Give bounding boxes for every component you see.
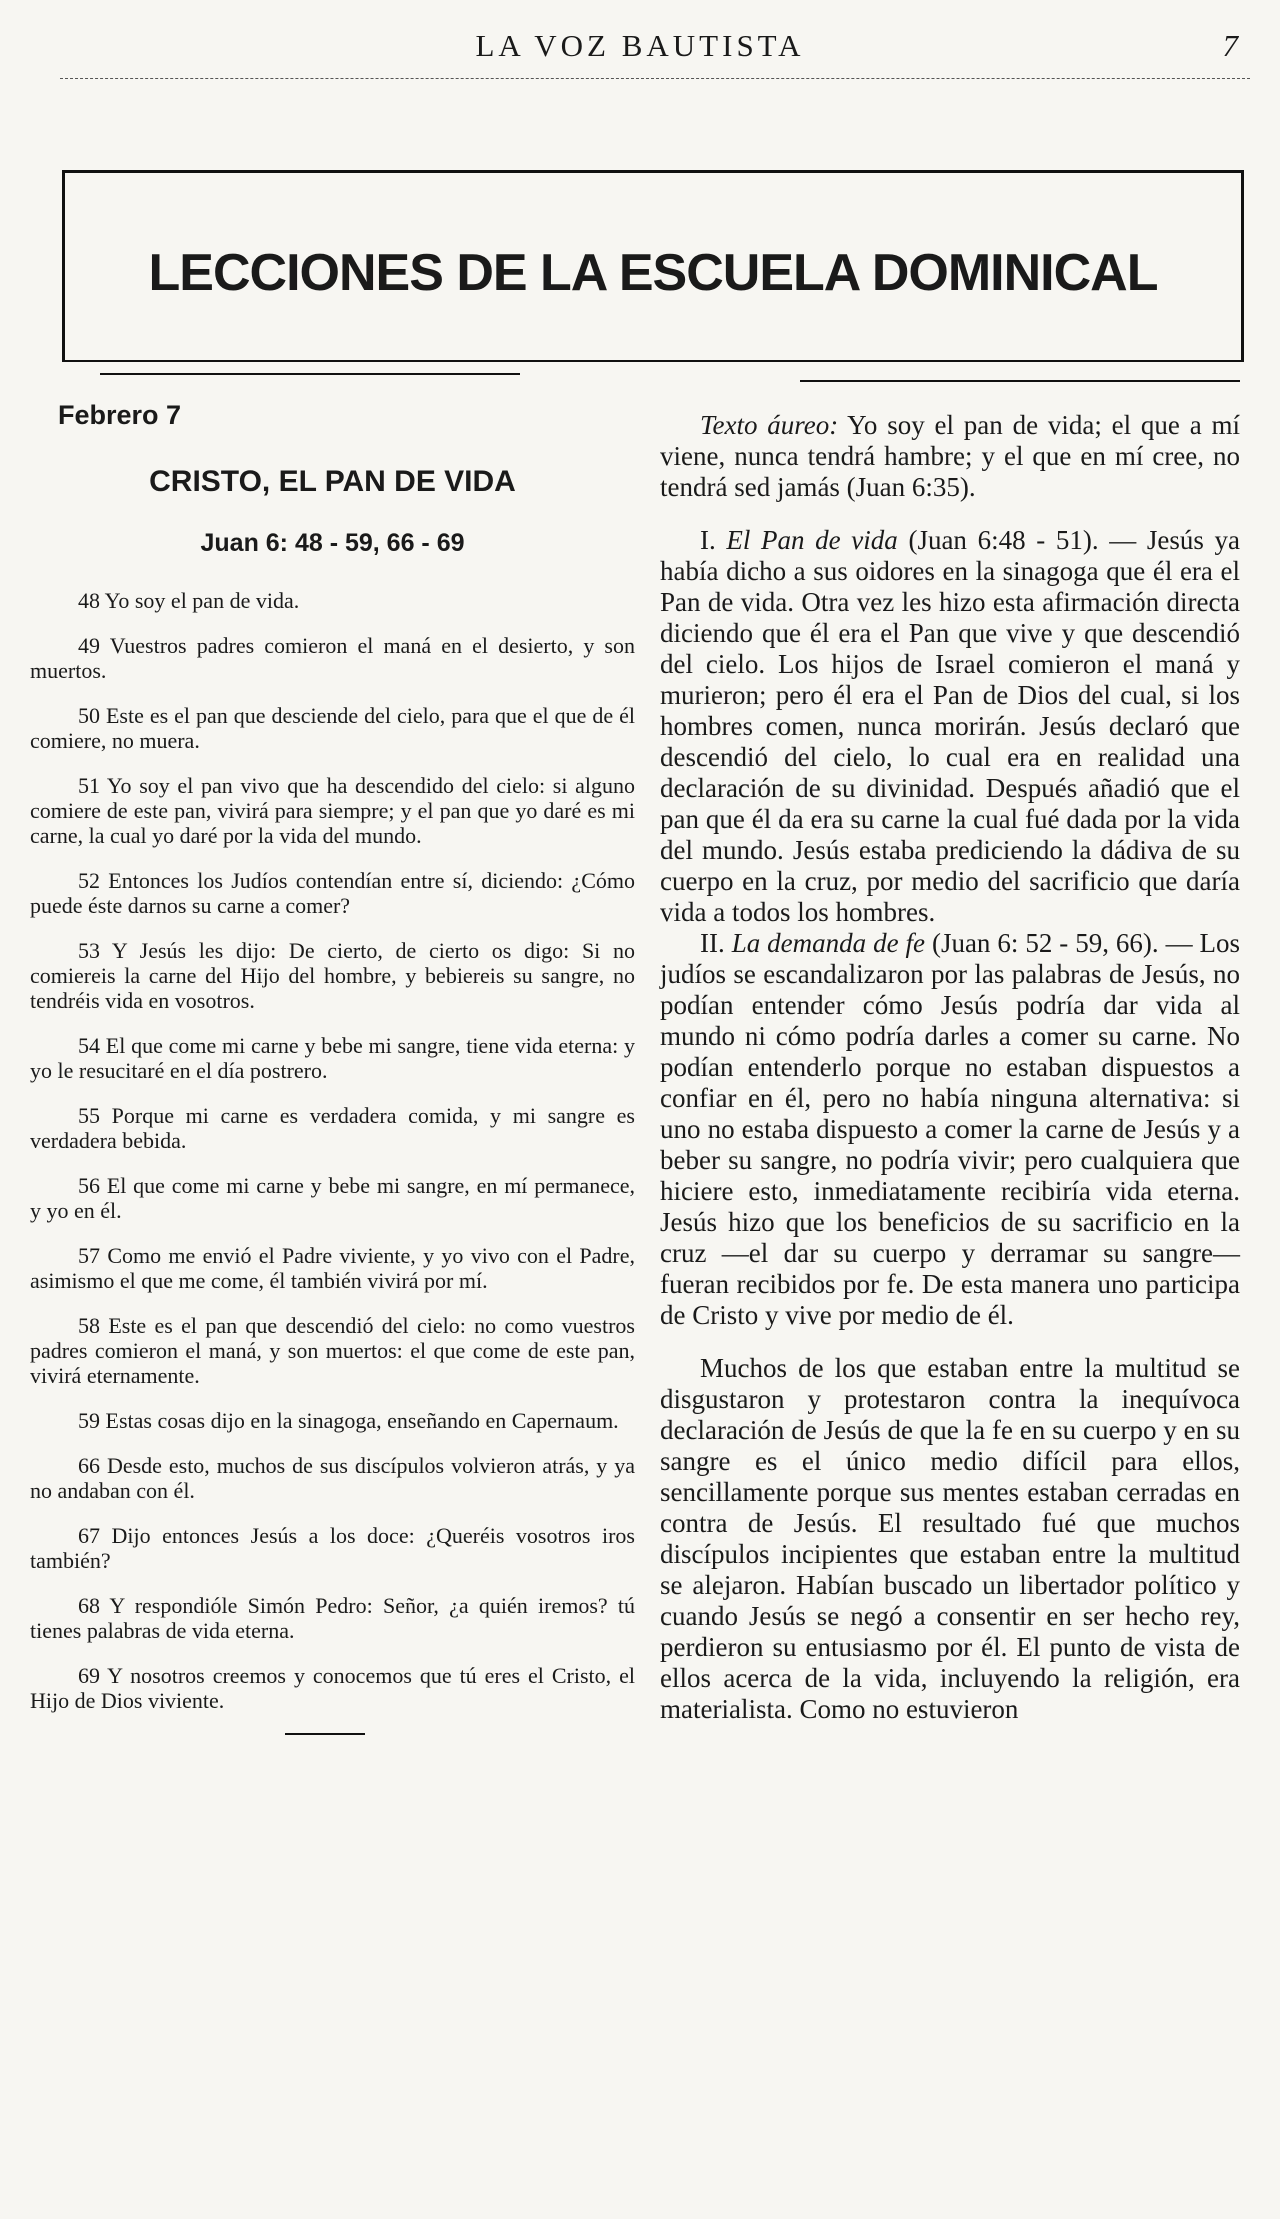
section-one-text: (Juan 6:48 - 51). — Jesús ya había dicho a sus oidores en la sinagoga que él era el Pan de vida. Otra vez les hizo esta afirmación directa diciendo que él era el Pan que vive y que descendió del cielo. Los hijos de Israel comieron el maná y murieron; pero él era el Pan de Dios del cual, si los hombres comen, nunca morirán. Jesús declaró que descendió del cielo, lo cual era en realidad una declaración de su divinidad. Después añadió que el pan que él da era su carne la cual fué dada por la vida del mundo. Jesús estaba prediciendo la dádiva de su cuerpo en la cruz, por medio del sacrificio que daría vida a todos los hombres. (660, 525, 1241, 927)
verse: 69 Y nosotros creemos y conocemos que tú eres el Cristo, el Hijo de Dios viviente. (30, 1663, 635, 1713)
verse: 57 Como me envió el Padre viviente, y yo vivo con el Padre, asimismo el que me come, él también vivirá por mí. (30, 1243, 635, 1293)
verse: 67 Dijo entonces Jesús a los doce: ¿Queréis vosotros iros también? (30, 1523, 635, 1573)
section-one (660, 525, 1240, 928)
column-end-rule (285, 1733, 365, 1735)
section-two (660, 928, 1240, 1331)
scripture-reference: Juan 6: 48 - 59, 66 - 69 (200, 529, 465, 557)
golden-text-body: Yo soy el pan de vida; el que a mí viene, nunca tendrá hambre; y el que en mí cree, no tendrá sed jamás (Juan 6:35). (660, 410, 1241, 502)
section-two-title: La demanda de fe (731, 928, 925, 958)
section-two-number: II. (700, 928, 725, 958)
verse-list (30, 588, 635, 1713)
banner-underline-left (100, 373, 520, 375)
verse: 49 Vuestros padres comieron el maná en el desierto, y son muertos. (30, 633, 635, 683)
verse: 54 El que come mi carne y bebe mi sangre, tiene vida eterna: y yo le resucitaré en el día postrero. (30, 1033, 635, 1083)
lesson-date: Febrero 7 (58, 400, 182, 430)
golden-text (660, 410, 1240, 503)
verse: 59 Estas cosas dijo en la sinagoga, enseñando en Capernaum. (78, 1408, 619, 1433)
header-rule (60, 78, 1250, 79)
section-title: LECCIONES DE LA ESCUELA DOMINICAL (148, 244, 1158, 302)
verse: 56 El que come mi carne y bebe mi sangre, en mí permanece, y yo en él. (30, 1173, 635, 1223)
section-banner (62, 170, 1244, 362)
verse: 55 Porque mi carne es verdadera comida, y mi sangre es verdadera bebida. (30, 1103, 635, 1153)
verse: 52 Entonces los Judíos contendían entre sí, diciendo: ¿Cómo puede éste darnos su carne a comer? (30, 868, 635, 918)
page-header (0, 28, 1280, 68)
section-one-number: I. (700, 525, 716, 555)
verse: 51 Yo soy el pan vivo que ha descendido del cielo: si alguno comiere de este pan, vivirá para siempre; y el pan que yo daré es mi carne, la cual yo daré por la vida del mundo. (30, 773, 635, 848)
verse: 68 Y respondióle Simón Pedro: Señor, ¿a quién iremos? tú tienes palabras de vida eterna. (30, 1593, 635, 1643)
verse: 58 Este es el pan que descendió del cielo: no como vuestros padres comieron el maná, y son muertos: el que come de este pan, vivirá eternamente. (30, 1313, 635, 1388)
section-two-text: (Juan 6: 52 - 59, 66). — Los judíos se escandalizaron por las palabras de Jesús, no podían entender cómo Jesús podría dar vida al mundo ni cómo podría darles a comer su carne. No podían entenderlo porque no estaban dispuestos a confiar en él, pero no había ninguna alternativa: si uno no estaba dispuesto a comer la carne de Jesús y a beber su sangre, no podría vivir; pero cualquiera que hiciere esto, inmediatamente recibiría vida eterna. Jesús hizo que los beneficios de su sacrificio en la cruz —el dar su cuerpo y derramar su sangre— fueran recibidos por fe. De esta manera uno participa de Cristo y vive por medio de él. (660, 928, 1241, 1330)
page-number: 7 (1222, 28, 1238, 63)
banner-underline-right (800, 380, 1240, 382)
magazine-title: LA VOZ BAUTISTA (475, 28, 805, 63)
left-column (30, 400, 635, 1735)
right-column (660, 410, 1240, 1747)
verse: 53 Y Jesús les dijo: De cierto, de cierto os digo: Si no comiereis la carne del Hijo del hombre, y bebiereis su sangre, no tendréis vida en vosotros. (30, 938, 635, 1013)
golden-text-label: Texto áureo: (700, 410, 839, 440)
section-one-title: El Pan de vida (726, 525, 898, 555)
commentary-paragraph: Muchos de los que estaban entre la multitud se disgustaron y protestaron contra la inequívoca declaración de Jesús de que la fe en su cuerpo y en su sangre es el único medio difícil para ellos, sencillamente porque sus mentes estaban cerradas en contra de Jesús. El resultado fué que muchos discípulos incipientes que estaban entre la multitud se alejaron. Habían buscado un libertador político y cuando Jesús se negó a consentir en ser hecho rey, perdieron su entusiasmo por él. El punto de vista de ellos acerca de la vida, incluyendo la religión, era materialista. Como no estuvieron (660, 1353, 1240, 1724)
verse: 48 Yo soy el pan de vida. (78, 588, 300, 613)
lesson-title: CRISTO, EL PAN DE VIDA (149, 465, 516, 498)
verse: 50 Este es el pan que desciende del cielo, para que el que de él comiere, no muera. (30, 703, 635, 753)
verse: 66 Desde esto, muchos de sus discípulos volvieron atrás, y ya no andaban con él. (30, 1453, 635, 1503)
